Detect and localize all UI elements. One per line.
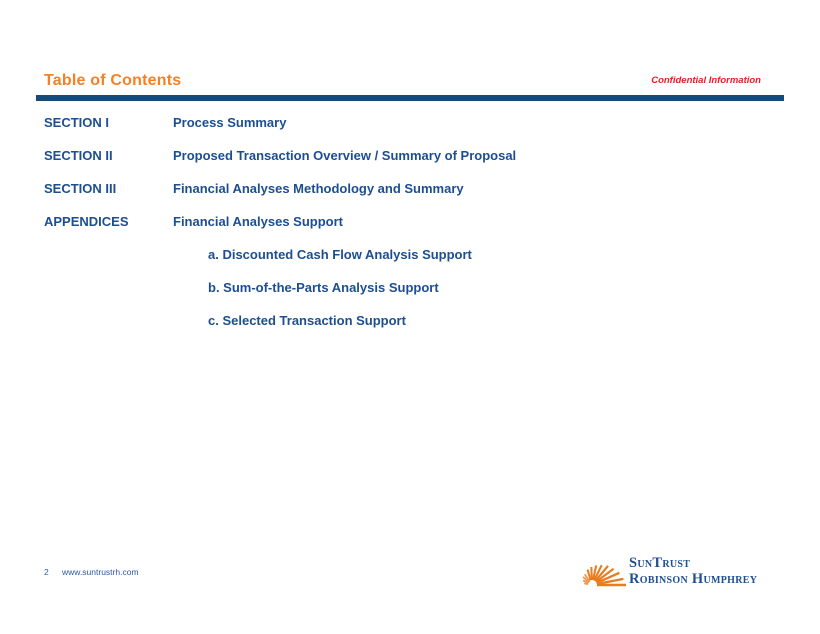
footer-url: www.suntrustrh.com xyxy=(62,567,139,577)
confidential-label: Confidential Information xyxy=(651,75,761,86)
logo-wordmark-line1: SunTrust xyxy=(629,555,691,571)
sunburst-icon xyxy=(582,555,628,593)
logo-wordmark xyxy=(629,556,757,587)
toc-row xyxy=(0,214,820,230)
toc-section-title: Process Summary xyxy=(173,115,287,130)
toc-section-title: Financial Analyses Methodology and Summary xyxy=(173,181,464,196)
toc-section-label: SECTION I xyxy=(44,115,110,130)
toc-row xyxy=(0,181,820,197)
toc-section-title: Proposed Transaction Overview / Summary of Proposal xyxy=(173,148,517,163)
toc-section-label: APPENDICES xyxy=(44,214,129,229)
page-number: 2 xyxy=(44,567,49,577)
toc-section-label: SECTION II xyxy=(44,148,113,163)
toc-sub-item: c. Selected Transaction Support xyxy=(208,313,406,328)
title-divider xyxy=(36,95,784,101)
toc-sub-item: a. Discounted Cash Flow Analysis Support xyxy=(208,247,472,262)
toc-row xyxy=(0,148,820,164)
toc-section-title: Financial Analyses Support xyxy=(173,214,344,229)
logo-wordmark-line2: Robinson Humphrey xyxy=(629,570,758,587)
suntrust-logo xyxy=(582,555,782,595)
page-title: Table of Contents xyxy=(44,72,182,89)
toc-row xyxy=(0,115,820,131)
toc-sub-item: b. Sum-of-the-Parts Analysis Support xyxy=(208,280,439,295)
toc-section-label: SECTION III xyxy=(44,181,117,196)
